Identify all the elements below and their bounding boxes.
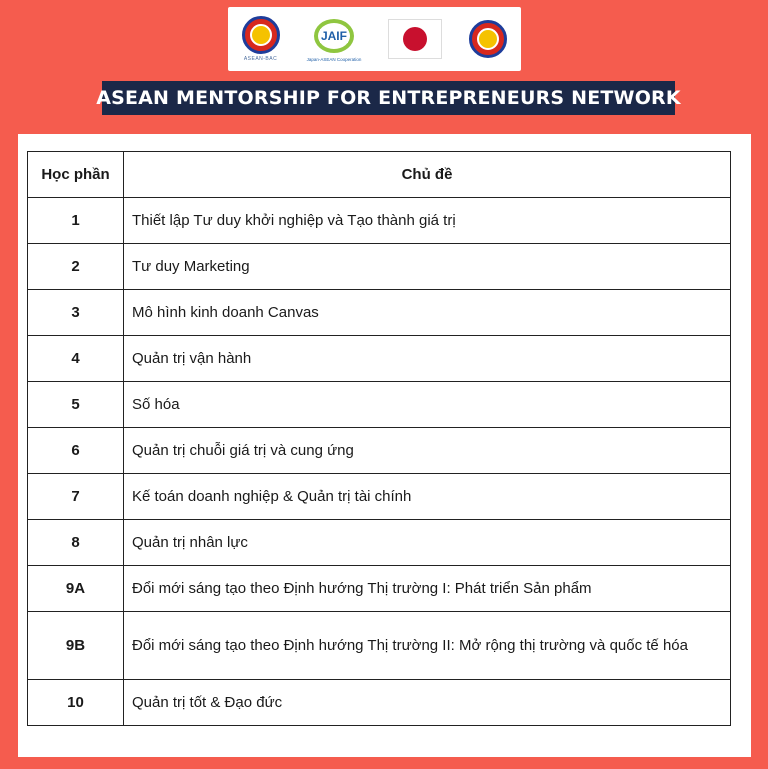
- jaif-text: JAIF: [320, 29, 347, 43]
- module-topic: Tư duy Marketing: [124, 244, 731, 290]
- module-number: 8: [28, 520, 124, 566]
- asean-logo: [469, 20, 507, 58]
- module-table: [27, 151, 731, 726]
- module-card: [18, 134, 751, 757]
- jaif-caption: Japan-ASEAN Cooperation: [306, 57, 362, 62]
- jaif-emblem-icon: [311, 16, 357, 56]
- asean-bac-logo: [242, 16, 280, 62]
- table-row: [28, 680, 731, 726]
- table-header-row: [28, 152, 731, 198]
- module-number: 1: [28, 198, 124, 244]
- header-topic: Chủ đề: [124, 152, 731, 198]
- module-number: 7: [28, 474, 124, 520]
- jaif-logo: [307, 16, 362, 62]
- banner-title: ASEAN MENTORSHIP FOR ENTREPRENEURS NETWORK: [102, 81, 675, 115]
- table-row: [28, 198, 731, 244]
- module-number: 9B: [28, 612, 124, 680]
- module-topic: Mô hình kinh doanh Canvas: [124, 290, 731, 336]
- module-number: 3: [28, 290, 124, 336]
- module-number: 6: [28, 428, 124, 474]
- module-topic: Quản trị chuỗi giá trị và cung ứng: [124, 428, 731, 474]
- asean-emblem-icon: [469, 20, 507, 58]
- module-number: 2: [28, 244, 124, 290]
- module-number: 4: [28, 336, 124, 382]
- module-number: 5: [28, 382, 124, 428]
- table-row: [28, 474, 731, 520]
- table-row: [28, 290, 731, 336]
- table-row: [28, 336, 731, 382]
- module-topic: Quản trị vận hành: [124, 336, 731, 382]
- module-topic: Quản trị nhân lực: [124, 520, 731, 566]
- module-topic: Đổi mới sáng tạo theo Định hướng Thị trường I: Phát triển Sản phẩm: [124, 566, 731, 612]
- table-row: [28, 520, 731, 566]
- table-row: [28, 382, 731, 428]
- module-number: 10: [28, 680, 124, 726]
- table-row: [28, 612, 731, 680]
- asean-bac-caption: ASEAN-BAC: [243, 56, 278, 62]
- table-row: [28, 428, 731, 474]
- module-topic: Số hóa: [124, 382, 731, 428]
- module-topic: Quản trị tốt & Đạo đức: [124, 680, 731, 726]
- japan-flag-icon: [388, 19, 442, 59]
- table-row: [28, 244, 731, 290]
- asean-emblem-icon: [242, 16, 280, 54]
- module-number: 9A: [28, 566, 124, 612]
- table-row: [28, 566, 731, 612]
- module-topic: Đổi mới sáng tạo theo Định hướng Thị trường II: Mở rộng thị trường và quốc tế hóa: [124, 612, 731, 680]
- module-topic: Thiết lập Tư duy khởi nghiệp và Tạo thành giá trị: [124, 198, 731, 244]
- module-topic: Kế toán doanh nghiệp & Quản trị tài chính: [124, 474, 731, 520]
- header-module: Học phần: [28, 152, 124, 198]
- logo-bar: [228, 7, 521, 71]
